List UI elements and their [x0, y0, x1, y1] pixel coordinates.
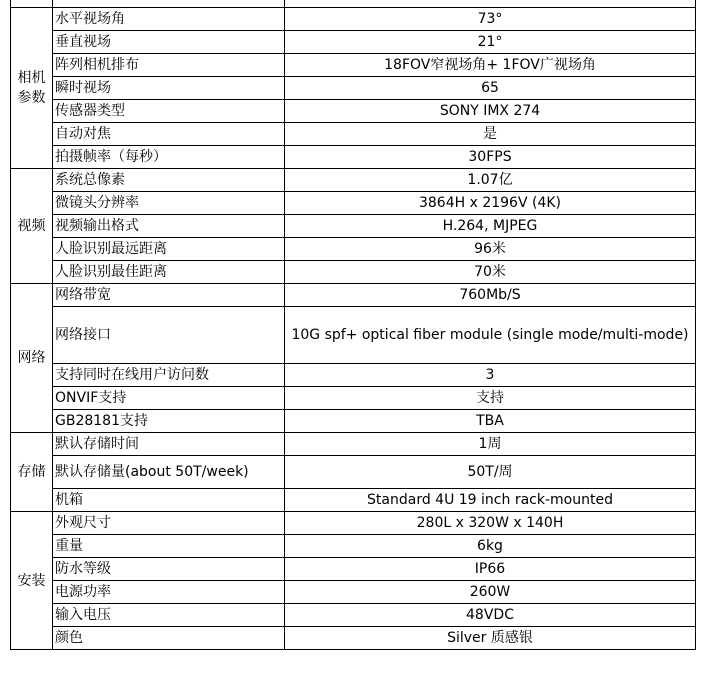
category-cell: [11, 433, 53, 512]
value-cell: H.264, MJPEG: [285, 215, 696, 238]
param-cell: 网络接口: [53, 307, 285, 364]
param-cell: 重量: [53, 535, 285, 558]
table-row: [11, 433, 696, 456]
table-row: [11, 604, 696, 627]
table-row: [11, 31, 696, 54]
param-cell: 拍摄帧率（每秒）: [53, 146, 285, 169]
table-row: [11, 77, 696, 100]
value-cell: 1.07亿: [285, 169, 696, 192]
table-row: [11, 100, 696, 123]
value-cell: SONY IMX 274: [285, 100, 696, 123]
value-cell: 18FOV窄视场角+ 1FOV广视场角: [285, 54, 696, 77]
param-cell: 颜色: [53, 627, 285, 650]
table-row: [11, 581, 696, 604]
value-cell: 21°: [285, 31, 696, 54]
table-row: [11, 512, 696, 535]
param-cell: 默认存储时间: [53, 433, 285, 456]
param-cell: 视频输出格式: [53, 215, 285, 238]
param-cell: 水平视场角: [53, 8, 285, 31]
param-cell: 电源功率: [53, 581, 285, 604]
category-label: 视频: [17, 218, 46, 234]
spec-table: [10, 0, 696, 650]
param-cell: 自动对焦: [53, 123, 285, 146]
value-cell: 96米: [285, 238, 696, 261]
value-cell: 260W: [285, 581, 696, 604]
value-cell: 760Mb/S: [285, 284, 696, 307]
table-row: [11, 54, 696, 77]
table-row: [11, 558, 696, 581]
value-cell: IP66: [285, 558, 696, 581]
value-cell: Silver 质感银: [285, 627, 696, 650]
table-row: [11, 8, 696, 31]
table-row: [11, 387, 696, 410]
value-cell: 280L x 320W x 140H: [285, 512, 696, 535]
value-cell: 30FPS: [285, 146, 696, 169]
param-cell: 瞬时视场: [53, 77, 285, 100]
table-row: [11, 261, 696, 284]
category-cell: [11, 512, 53, 650]
table-row: [11, 627, 696, 650]
param-cell: 网络带宽: [53, 284, 285, 307]
table-row: [11, 456, 696, 489]
table-row: [11, 146, 696, 169]
param-cell: 系统总像素: [53, 169, 285, 192]
value-cell: 6kg: [285, 535, 696, 558]
param-cell: 阵列相机排布: [53, 54, 285, 77]
value-cell: 73°: [285, 8, 696, 31]
category-cell: [11, 169, 53, 284]
value-cell: Standard 4U 19 inch rack-mounted: [285, 489, 696, 512]
param-cell: 人脸识别最佳距离: [53, 261, 285, 284]
value-cell: 3864H x 2196V (4K): [285, 192, 696, 215]
param-cell: 外观尺寸: [53, 512, 285, 535]
param-cell: ONVIF支持: [53, 387, 285, 410]
category-cell: [11, 8, 53, 169]
value-cell: 65: [285, 77, 696, 100]
table-row: [11, 535, 696, 558]
table-row: [11, 489, 696, 512]
value-cell: 支持: [285, 387, 696, 410]
table-row: [11, 192, 696, 215]
table-row: [11, 215, 696, 238]
table-top-row: [11, 0, 696, 8]
table-row: [11, 169, 696, 192]
param-cell: 输入电压: [53, 604, 285, 627]
param-cell: 默认存储量(about 50T/week): [53, 456, 285, 489]
value-cell: 是: [285, 123, 696, 146]
value-cell: TBA: [285, 410, 696, 433]
category-label: 相机参数: [17, 70, 46, 106]
value-cell: 10G spf+ optical fiber module (single mode/multi-mode): [285, 307, 696, 364]
param-cell: 防水等级: [53, 558, 285, 581]
category-cell: [11, 284, 53, 433]
param-cell: 支持同时在线用户访问数: [53, 364, 285, 387]
category-label: 网络: [17, 350, 46, 366]
table-row: [11, 364, 696, 387]
table-row: [11, 123, 696, 146]
param-cell: 机箱: [53, 489, 285, 512]
value-cell: 1周: [285, 433, 696, 456]
value-cell: 70米: [285, 261, 696, 284]
param-cell: 人脸识别最远距离: [53, 238, 285, 261]
value-cell: 50T/周: [285, 456, 696, 489]
category-label: 存储: [17, 464, 46, 480]
table-row: [11, 284, 696, 307]
param-cell: 垂直视场: [53, 31, 285, 54]
value-cell: 48VDC: [285, 604, 696, 627]
param-cell: 微镜头分辨率: [53, 192, 285, 215]
category-label: 安装: [17, 572, 46, 589]
table-row: [11, 238, 696, 261]
param-cell: GB28181支持: [53, 410, 285, 433]
param-cell: 传感器类型: [53, 100, 285, 123]
value-cell: 3: [285, 364, 696, 387]
table-row: [11, 307, 696, 364]
table-row: [11, 410, 696, 433]
